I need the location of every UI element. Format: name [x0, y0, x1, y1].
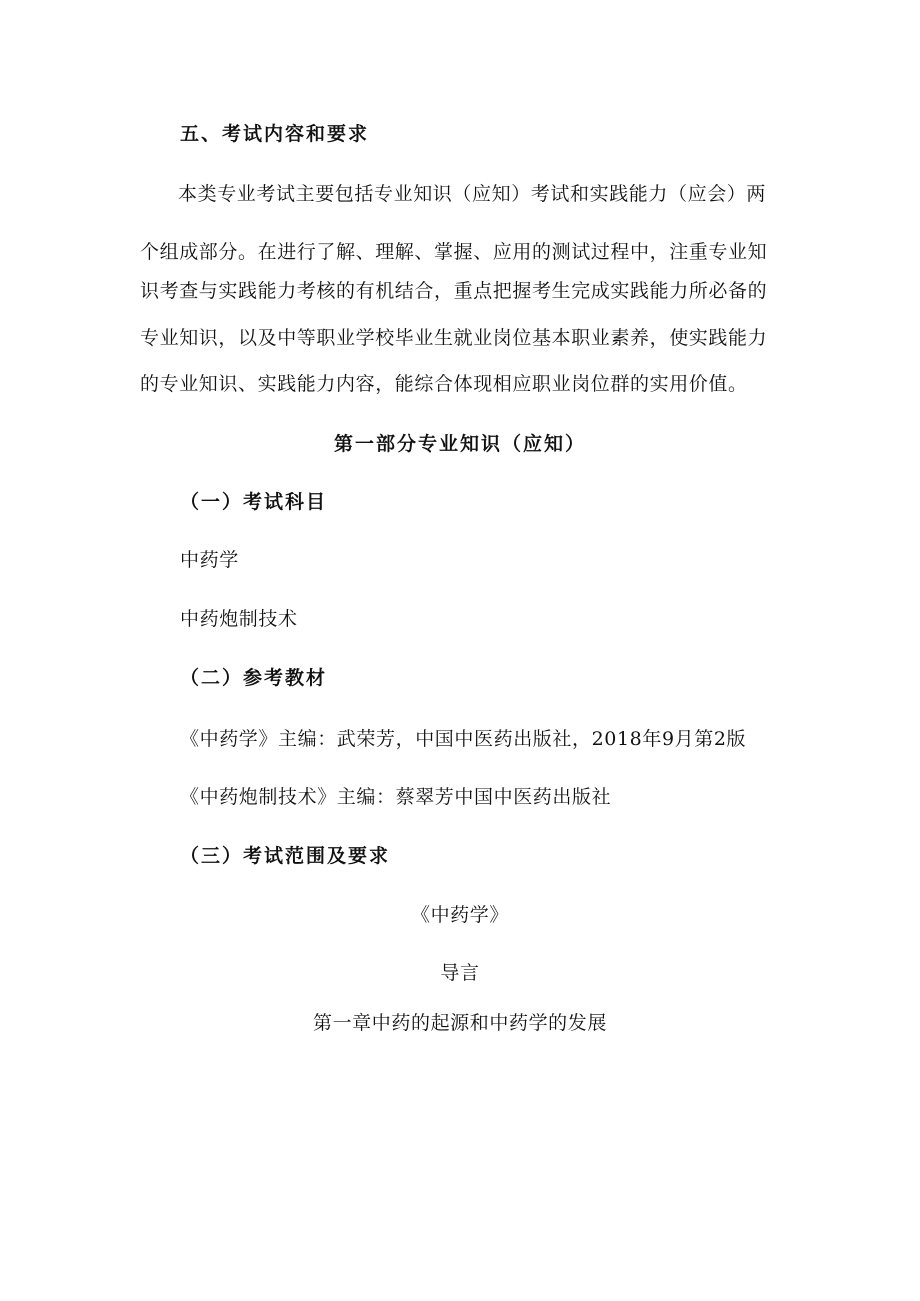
textbook-item: 《中药学》主编：武荣芳，中国中医药出版社，2018年9月第2版: [180, 728, 747, 750]
subject-item: 中药学: [180, 549, 239, 571]
paragraph-line: 个组成部分。在进行了解、理解、掌握、应用的测试过程中，注重专业知: [140, 241, 768, 263]
part-title: 第一部分专业知识（应知）: [333, 433, 586, 455]
book-title: 《中药学》: [410, 904, 509, 926]
chapter-heading: 第一章中药的起源和中药学的发展: [312, 1012, 607, 1034]
paragraph-line: 本类专业考试主要包括专业知识（应知）考试和实践能力（应会）两: [178, 183, 767, 205]
paragraph-line: 识考查与实践能力考核的有机结合，重点把握考生完成实践能力所必备的: [140, 280, 768, 302]
scope-heading: （三）考试范围及要求: [180, 845, 391, 867]
subjects-heading: （一）考试科目: [180, 491, 328, 513]
textbook-item: 《中药炮制技术》主编：蔡翠芳中国中医药出版社: [180, 786, 612, 808]
paragraph-line: 的专业知识、实践能力内容，能综合体现相应职业岗位群的实用价值。: [140, 373, 748, 395]
paragraph-line: 专业知识，以及中等职业学校毕业生就业岗位基本职业素养，使实践能力: [140, 327, 768, 349]
subject-item: 中药炮制技术: [180, 608, 298, 630]
intro-heading: 导言: [440, 962, 480, 984]
textbooks-heading: （二）参考教材: [180, 667, 328, 689]
section-title: 五、考试内容和要求: [180, 123, 370, 145]
